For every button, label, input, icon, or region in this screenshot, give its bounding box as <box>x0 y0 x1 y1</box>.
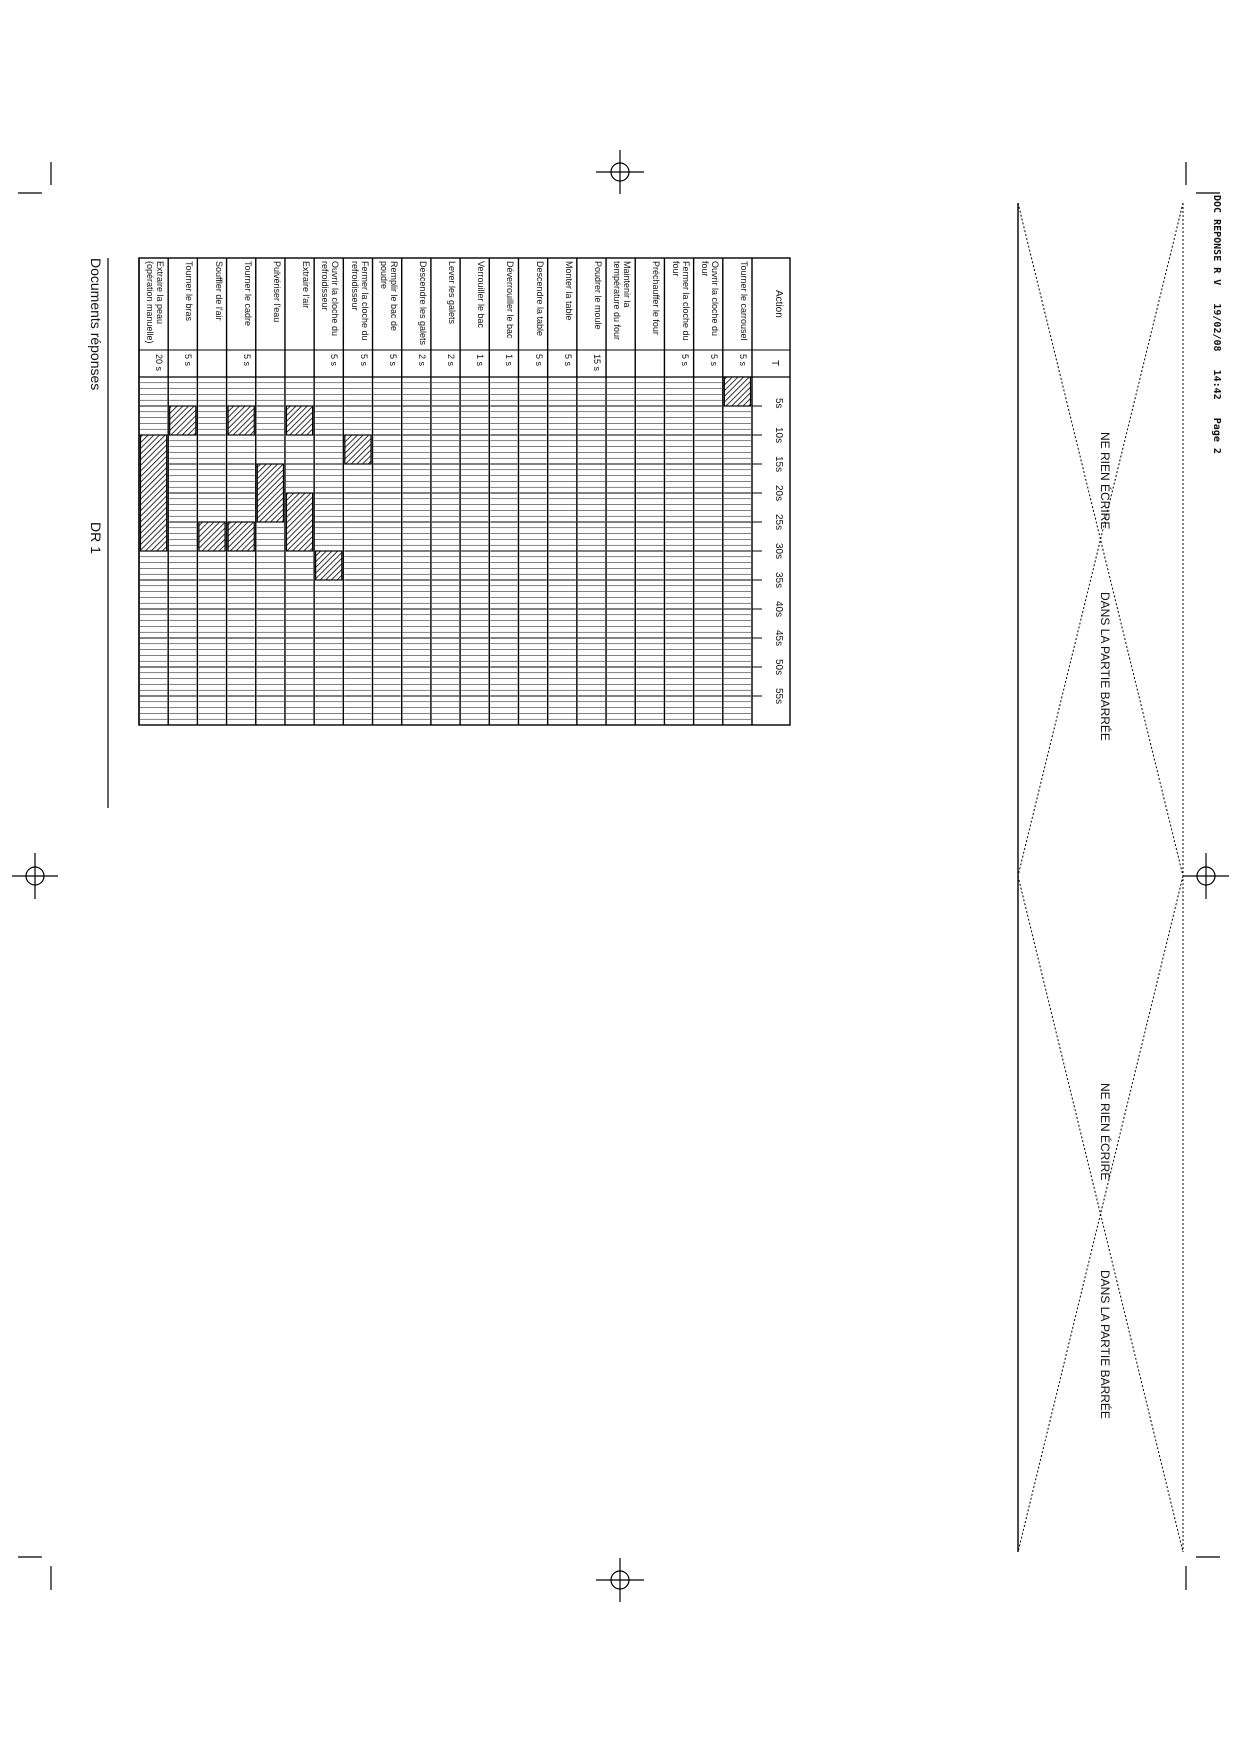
row-action-label: Tourner le bras <box>184 261 195 322</box>
row-action-label: Monter la table <box>563 261 574 321</box>
page-number: Page 2 <box>1211 417 1222 454</box>
row-action-label: Descendre les galets <box>417 261 428 346</box>
row-action-label: Fermer la cloche du four <box>670 261 691 341</box>
row-duration: 5 s <box>562 354 573 367</box>
column-header-time: T <box>769 360 780 367</box>
notice-bottom-line2: DANS LA PARTIE BARRÉE <box>1098 1270 1112 1419</box>
row-duration: 5 s <box>358 354 369 367</box>
gantt-bar <box>257 464 283 522</box>
row-duration: 5 s <box>183 354 194 367</box>
gantt-bar <box>724 377 750 406</box>
time-tick-label: 5s <box>773 398 784 409</box>
row-action-label: Fermer la cloche du refroidisseur <box>349 261 370 341</box>
row-action-label: Ouvrir la cloche du four <box>699 261 720 337</box>
row-action-label: Tourner le carrousel <box>739 261 749 341</box>
time-tick-label: 50s <box>773 659 784 676</box>
footer-title: Documents réponses <box>88 258 104 391</box>
row-duration: 5 s <box>329 354 340 367</box>
row-action-label: Lever les galets <box>447 261 458 325</box>
doc-label: DOC REPONSE R V <box>1211 195 1222 286</box>
print-date: 19/02/08 <box>1211 303 1222 352</box>
table-frame <box>139 258 790 725</box>
row-action-label: Extraire la peau (opération manuelle) <box>145 261 166 344</box>
row-action-label: Déverrouiller le bac <box>505 261 516 339</box>
notice-top-line2: DANS LA PARTIE BARRÉE <box>1098 592 1112 741</box>
time-tick-label: 40s <box>773 601 784 618</box>
gantt-bar <box>316 551 342 580</box>
row-duration: 1 s <box>504 354 515 367</box>
time-tick-label: 55s <box>773 688 784 705</box>
gantt-bar <box>286 493 312 551</box>
row-action-label: Descendre la table <box>534 261 545 337</box>
row-duration: 20 s <box>154 354 165 372</box>
time-tick-label: 10s <box>773 427 784 444</box>
row-duration: 5 s <box>241 354 252 367</box>
row-action-label: Souffler de l'air <box>213 261 224 321</box>
row-action-label: Tourner le cadre <box>242 261 253 327</box>
time-tick-label: 45s <box>773 630 784 647</box>
row-action-label: Extraire l'air <box>301 261 312 309</box>
gantt-bar <box>228 406 254 435</box>
row-duration: 15 s <box>592 354 603 372</box>
row-action-label: Verrouiller le bac <box>476 261 487 329</box>
row-duration: 2 s <box>416 354 427 367</box>
row-action-label: Ouvrir la cloche du refroidisseur <box>320 261 341 337</box>
time-tick-label: 25s <box>773 514 784 531</box>
row-action-label: Maintenir la température du four <box>612 261 633 341</box>
column-header-action: Action <box>773 290 784 318</box>
time-tick-label: 35s <box>773 572 784 589</box>
gantt-bar <box>345 435 371 464</box>
time-tick-label: 15s <box>773 456 784 473</box>
row-action-label: Pulvériser l'eau <box>271 261 282 323</box>
row-duration: 2 s <box>446 354 457 367</box>
gantt-bar <box>199 522 225 551</box>
time-tick-label: 30s <box>773 543 784 560</box>
notice-top-line1: NE RIEN ÉCRIRE <box>1098 432 1112 530</box>
row-duration: 5 s <box>708 354 719 367</box>
row-action-label: Remplir le bac de poudre <box>378 261 399 332</box>
row-duration: 5 s <box>387 354 398 367</box>
row-action-label: Préchauffer le four <box>651 261 662 335</box>
gantt-bar <box>228 522 254 551</box>
row-duration: 5 s <box>738 354 748 367</box>
print-time: 14:42 <box>1211 369 1222 400</box>
row-action-label: Poudrer le moule <box>593 261 604 330</box>
time-tick-label: 20s <box>773 485 784 502</box>
row-duration: 5 s <box>679 354 690 367</box>
row-duration: 1 s <box>475 354 486 367</box>
row-duration: 5 s <box>533 354 544 367</box>
gantt-bar <box>286 406 312 435</box>
gantt-bar <box>170 406 196 435</box>
notice-bottom-line1: NE RIEN ÉCRIRE <box>1098 1083 1112 1181</box>
footer-code: DR 1 <box>88 522 104 554</box>
gantt-bar <box>141 435 167 551</box>
